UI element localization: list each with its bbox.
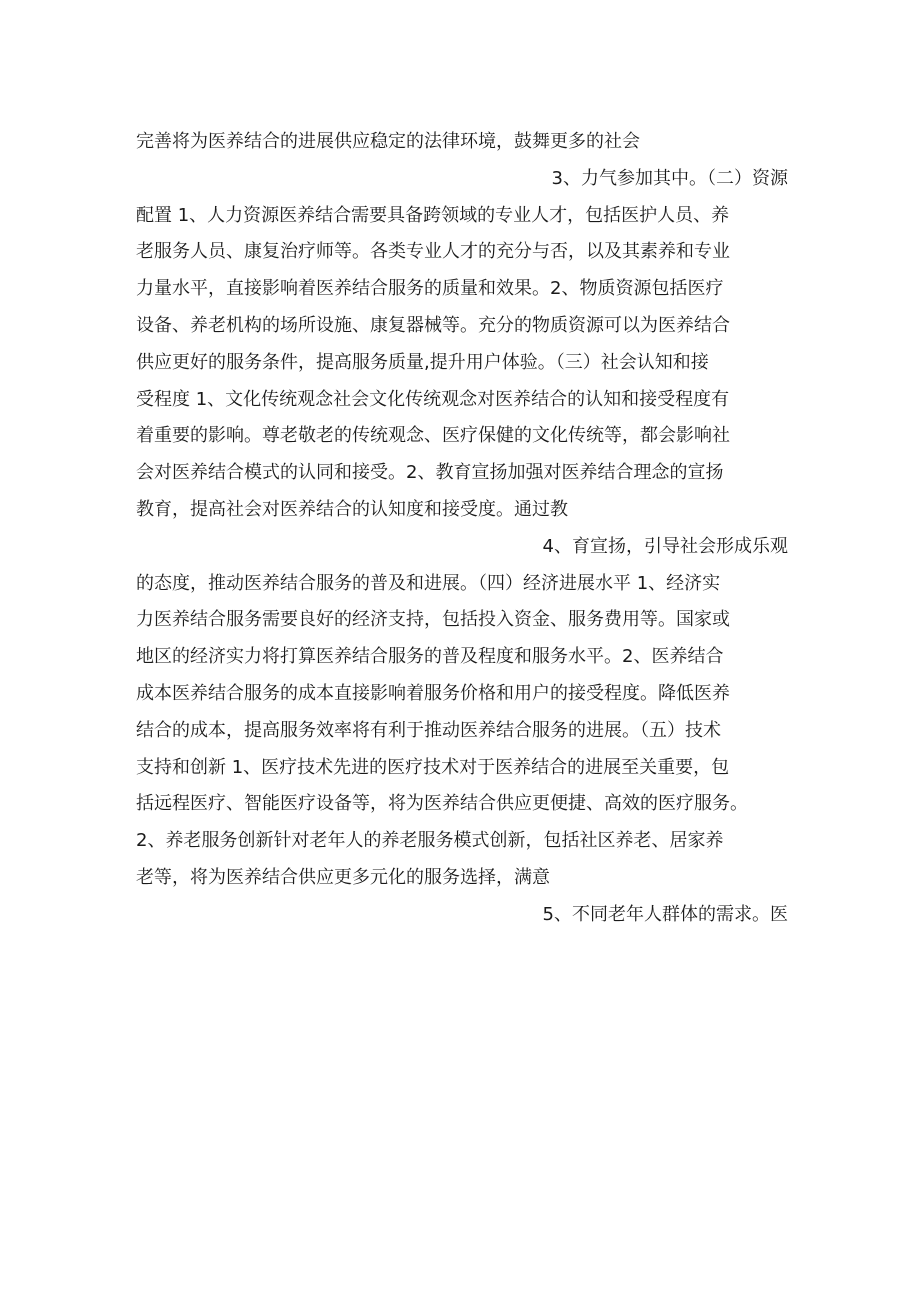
- text-line-9: 着重要的影响。尊老敬老的传统观念、医疗保健的文化传统等，都会影响社: [136, 425, 730, 447]
- text-line-18: 支持和创新 1、医疗技术先进的医疗技术对于医养结合的进展至关重要，包: [136, 756, 730, 778]
- text-line-4: 老服务人员、康复治疗师等。各类专业人才的充分与否，以及其素养和专业: [136, 241, 730, 263]
- document-body: [136, 124, 788, 934]
- text-line-5: 力量水平，直接影响着医养结合服务的质量和效果。2、物质资源包括医疗: [136, 278, 724, 300]
- text-line-12: 4、育宣扬，引导社会形成乐观: [542, 535, 788, 557]
- text-line-17: 结合的成本，提高服务效率将有利于推动医养结合服务的进展。（五）技术: [136, 719, 721, 741]
- text-line-15: 地区的经济实力将打算医养结合服务的普及程度和服务水平。2、医养结合: [136, 646, 724, 668]
- text-line-14: 力医养结合服务需要良好的经济支持，包括投入资金、服务费用等。国家或: [136, 609, 730, 631]
- text-line-20: 2、养老服务创新针对老年人的养老服务模式创新，包括社区养老、居家养: [136, 830, 724, 852]
- text-line-7: 供应更好的服务条件，提高服务质量,提升用户体验。（三）社会认知和接: [136, 351, 709, 373]
- text-line-22: 5、不同老年人群体的需求。医: [542, 903, 788, 925]
- text-line-11: 教育，提高社会对医养结合的认知度和接受度。通过教: [136, 498, 568, 520]
- text-line-19: 括远程医疗、智能医疗设备等，将为医养结合供应更便捷、高效的医疗服务。: [136, 793, 748, 815]
- text-line-10: 会对医养结合模式的认同和接受。2、教育宣扬加强对医养结合理念的宣扬: [136, 462, 724, 484]
- text-line-21: 老等，将为医养结合供应更多元化的服务选择，满意: [136, 866, 550, 888]
- text-line-6: 设备、养老机构的场所设施、康复器械等。充分的物质资源可以为医养结合: [136, 314, 730, 336]
- text-line-3: 配置 1、人力资源医养结合需要具备跨领域的专业人才，包括医护人员、养: [136, 204, 730, 226]
- text-line-2: 3、力气参加其中。（二）资源: [551, 167, 788, 189]
- text-line-8: 受程度 1、文化传统观念社会文化传统观念对医养结合的认知和接受程度有: [136, 388, 730, 410]
- text-line-1: 完善将为医养结合的进展供应稳定的法律环境，鼓舞更多的社会: [136, 131, 640, 152]
- text-line-13: 的态度，推动医养结合服务的普及和进展。（四）经济进展水平 1、经济实: [136, 572, 721, 594]
- text-line-16: 成本医养结合服务的成本直接影响着服务价格和用户的接受程度。降低医养: [136, 682, 730, 704]
